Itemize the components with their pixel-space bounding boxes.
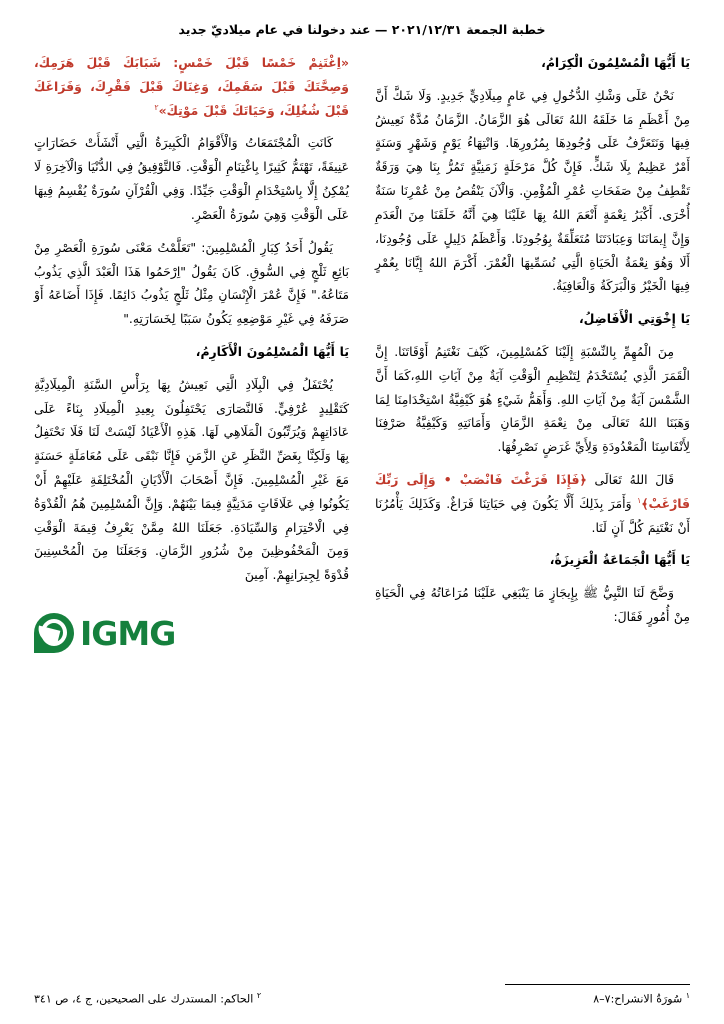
igmg-logo — [34, 613, 349, 653]
footnotes-section — [34, 984, 690, 1014]
column-left — [34, 51, 349, 984]
page-header: خطبة الجمعة ٢٠٢١/١٢/٣١ — عند دخولنا في عام ميلاديّ جديد — [178, 22, 546, 37]
paragraph-salutation-2: يَا إِخْوَتِي الْأَفَاضِلُ، — [578, 311, 690, 327]
footnote-1 — [593, 991, 690, 1006]
quote-suffix: وَأَمَرَ بِذَلِكَ أَلَّا يَكُونَ فِي حَيَاتِنَا فَرَاغٌ. وَكَذَلِكَ يَأْمُرُنَا أَنْ نَغْتَنِمَ كُلَّ آنٍ لَنَا. — [375, 495, 690, 535]
footnote-1-text: سُورَةُ الانشراح:٧–٨ — [593, 993, 683, 1006]
footnote-marker-2: ٢ — [154, 102, 159, 112]
footnote-marker-1: ١ — [636, 495, 642, 505]
paragraph-salutation-1: يَا أَيُّهَا الْمُسْلِمُونَ الْكِرَامُ، — [541, 55, 690, 70]
quran-verse: ﴿فَإِذَا فَرَغْتَ فَانْصَبْ • وَإِلَى رَبِّكَ فَارْغَبْ﴾ — [375, 472, 690, 511]
footnote-1-marker: ١ — [685, 991, 690, 1001]
logo-leaf-icon — [34, 613, 74, 653]
footnote-2-marker: ٢ — [256, 991, 262, 1001]
paragraph-body-4: كَانَتِ الْمُجْتَمَعَاتُ وَالْأَقْوَامُ الْكَبِيرَةُ الَّتِي أَنْشَأَتْ حَضَارَاتٍ عَنِيفَةً، تَهْتَمُّ كَثِيرًا بِاغْتِنَامِ الْوَقْتِ. فَالتَّوْفِيقُ فِي الدُّنْيَا وَالْآخِرَةِ لَا يُمْكِنُ إِلَّا بِاسْتِخْدَامِ الْوَقْتِ جَيِّدًا. وَفِي الْقُرْآنِ سُورَةٌ يُقْسِمُ فِيهَا عَلَى الْوَقْتِ وَهِيَ سُورَةُ الْعَصْرِ. — [34, 135, 349, 222]
paragraph-quran-quote — [375, 468, 690, 539]
paragraph-salutation-4: يَا أَيُّهَا الْمُسْلِمُونَ الْأَكَارِمُ، — [195, 343, 349, 359]
column-right — [375, 51, 690, 984]
paragraph-body-6: يُحْتَفَلُ فِي الْبِلَادِ الَّتِي نَعِيشُ بِهَا بِرَأْسِ السَّنَةِ الْمِيلَادِيَّةِ كَتَقْلِيدٍ عُرْفِيٍّ. فَالنَّصَارَى يَحْتَفِلُونَ بِعِيدِ الْمِيلَادِ بِنَاءً عَلَى عَادَاتِهِمْ وَيُرَتِّبُونَ الْمَلَاهِي لَهَا. هَذِهِ الْأَعْيَادُ لَيْسَتْ لَنَا فَلَا نَحْتَفِلُ بِهَا وَلَكِنَّا بِغَضِّ النَّظَرِ عَنِ الزَّمَنِ فَإِنَّا نَبْقَى عَلَى مُعَامَلَةٍ حَسَنَةٍ مَعَ غَيْرِ الْمُسْلِمِينَ. فَإِنَّ أَصْحَابَ الْأَدْيَانِ الْمُخْتَلِفَةِ عَلَيْهِمْ أَنْ يَكُونُوا فِي عَلَاقَاتٍ مَدَنِيَّةٍ فِيمَا بَيْنَهُمْ. وَإِنَّ الْمُسْلِمِينَ هُمُ الْقُدْوَةُ فِي الْاحْتِرَامِ وَالسِّيَادَةِ. جَعَلَنَا اللهُ مِمَّنْ يَعْرِفُ قِيمَةَ الْوَقْتِ وَمِنَ الْمَحْفُوظِينَ مِنْ شُرُورِ الزَّمَانِ. وَجَعَلَنَا مِنَ الْمُحْسِنِينَ قُدْوَةً لِجِيرَانِهِمْ. آمِينَ — [34, 376, 349, 583]
paragraph-body-5: يَقُولُ أَحَدُ كِبَارِ الْمُسْلِمِينَ: "تَعَلَّمْتُ مَعْنَى سُورَةِ الْعَصْرِ مِنْ بَائِعِ ثَلْجٍ فِي السُّوقِ. كَانَ يَقُولُ "اِرْحَمُوا هَذَا الْعَبْدَ الَّذِي يَذُوبُ مَتَاعُهُ." فَإِنَّ عُمْرَ الْإِنْسَانِ مِثْلُ ثَلْجٍ يَذُوبُ دَائِمًا. فَإِذَا أَضَاعَهُ أَوْ صَرَفَهُ فِي غَيْرِ مَوْضِعِهِ يَكُونُ سَبَبًا لِخَسَارَتِهِ." — [34, 239, 349, 327]
paragraph-body-1: نَحْنُ عَلَى وَشْكِ الدُّخُولِ فِي عَامٍ مِيلَادِيٍّ جَدِيدٍ. وَلَا شَكَّ أَنَّ مِنْ أَعْظَمِ مَا خَلَقَهُ اللهُ تَعَالَى هُوَ الزَّمَانُ. الزَّمَانُ مُدَّةٌ نَعِيشُ فِيهَا وَنَتَعَرَّفُ عَلَى وُجُودِهَا بِمُرُورِهَا. وَانْتِهَاءُ يَوْمٍ وَشَهْرٍ وَسَنَةٍ أَمْرٌ عَظِيمٌ بِلَا شَكٍّ. فَإِنَّ كُلَّ مَرْحَلَةٍ زَمَنِيَّةٍ تَمُرُّ بِنَا هِيَ وَرَقَةٌ تَقْطِفُ مِنْ صَفَحَاتِ عُمْرِ الْمُؤْمِنِ. وَالْآنَ يَنْقُصُ مِنْ عُمْرِنَا سَنَةٌ أُخْرَى. أَكْبَرُ نِعْمَةٍ أَنْعَمَ اللهُ بِهَا عَلَيْنَا هِيَ أَنَّهُ خَلَقَنَا مِنَ الْعَدَمِ وَإِنَّ إِيمَانَنَا وَعِبَادَتَنَا مُتَعَلِّقَةٌ بِوُجُودِنَا. وَأَعْظَمُ دَلِيلٍ عَلَى وُجُودِنَا، أَلَا وَهُوَ نِعْمَةُ الْحَيَاةِ الَّتِي نُسَمِّيهَا الْعُمْرَ. أَكْرَمَ اللهُ إِيَّانَا بِعُمْرٍ فِيهَا الْخَيْرُ وَالْبَرَكَةُ وَالْعَافِيَةُ. — [375, 87, 690, 294]
footnote-2 — [34, 991, 261, 1006]
paragraph-salutation-3: يَا أَيُّهَا الْجَمَاعَةُ الْعَزِيزَةُ، — [549, 552, 690, 568]
hadith-text: «اِغْتَنِمْ خَمْسًا قَبْلَ خَمْسٍ: شَبَابَكَ قَبْلَ هَرَمِكَ، وَصِحَّتَكَ قَبْلَ سَقَمِكَ، وَغِنَاكَ قَبْلَ فَقْرِكَ، وَفَرَاغَكَ قَبْلَ شُغُلِكَ، وَحَيَاتَكَ قَبْلَ مَوْتِكَ» — [34, 55, 349, 118]
footnote-divider — [505, 984, 690, 985]
quote-prefix: قَالَ اللهُ تَعَالَى — [586, 472, 674, 487]
paragraph-body-3: وَضَّحَ لَنَا النَّبِيُّ ﷺ بِإِيجَازٍ مَا يَنْبَغِي عَلَيْنَا مُرَاعَاتُهُ فِي الْحَيَاةِ مِنْ أُمُورٍ فَقَالَ: — [375, 585, 690, 625]
paragraph-body-2: مِنَ الْمُهِمِّ بِالنِّسْبَةِ إِلَيْنَا كَمُسْلِمِينَ، كَيْفَ نَغْتَنِمُ أَوْقَاتَنَا. إِنَّ الْقَمَرَ الَّذِي يُسْتَخْدَمُ لِتَنْظِيمِ الْوَقْتِ آيَةٌ مِنْ آيَاتِ اللهِ،كَمَا أَنَّ الشَّمْسَ آيَةٌ مِنْ آيَاتِ اللهِ. وَأَهَمُّ شَيْءٍ هُوَ كَيْفِيَّةُ اسْتِخْدَامِنَا لِمَا وَهَبَنَا اللهُ تَعَالَى مِنْ نِعْمَةِ الزَّمَانِ وَأَمَانَتِهِ وَكَيْفِيَّةُ صَرْفِنَا لِأَنْفَاسِنَا الْمَعْدُودَةِ وَلِأَيِّ غَرَضٍ نَصْرِفُهَا. — [375, 343, 690, 455]
footnote-2-text: الحاكم: المستدرك على الصحيحين، ج ٤، ص ٣٤١ — [34, 993, 254, 1006]
two-column-body — [34, 51, 690, 984]
paragraph-hadith-quote — [34, 51, 349, 122]
footnote-row — [34, 991, 690, 1006]
logo-wordmark: IGMG — [80, 613, 176, 653]
